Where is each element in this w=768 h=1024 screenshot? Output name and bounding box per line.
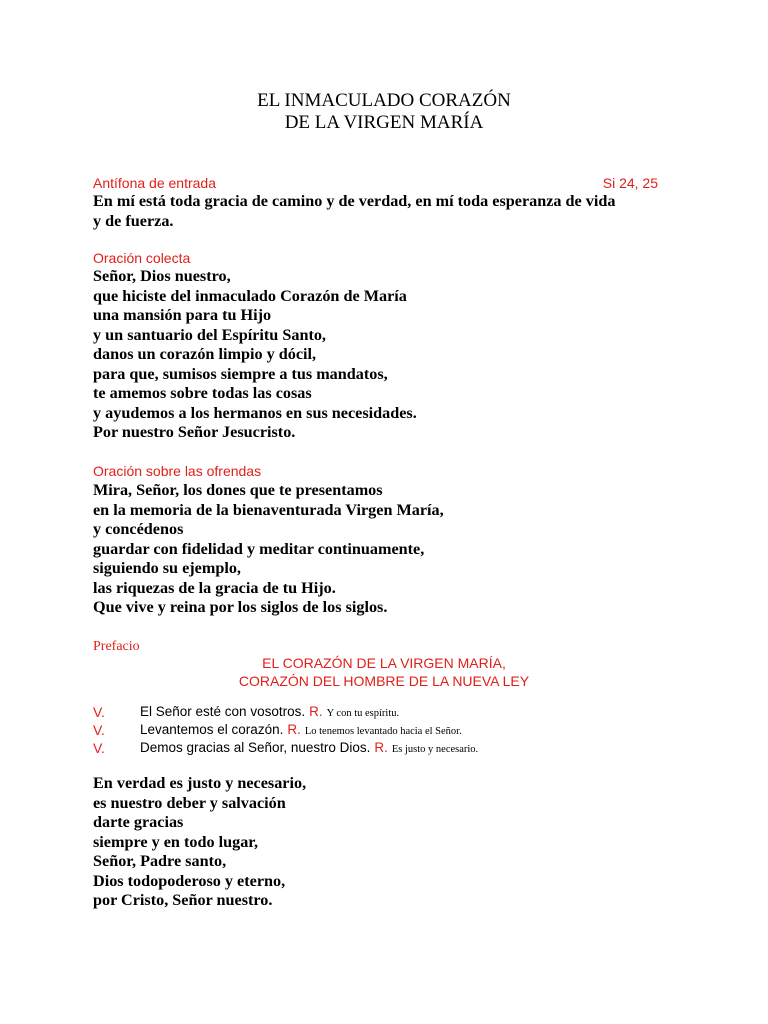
offerings-line: y concédenos (93, 520, 184, 538)
antiphon-text (93, 192, 673, 231)
offerings-line: Mira, Señor, los dones que te presentamos (93, 481, 383, 499)
preface-label: Prefacio (93, 639, 140, 654)
collect-line: para que, sumisos siempre a tus mandatos, (93, 364, 388, 383)
versicle-mark: V. (93, 740, 105, 756)
collect-line: Señor, Dios nuestro, (93, 267, 231, 285)
versicle-mark: V. (93, 722, 105, 738)
offerings-line: Que vive y reina por los siglos de los siglos. (93, 598, 388, 616)
antiphon-reference: Si 24, 25 (602, 175, 658, 191)
document-title (0, 90, 768, 134)
preface-line: Señor, Padre santo, (93, 852, 227, 870)
response-text: Es justo y necesario. (391, 744, 479, 755)
dialog-row (93, 722, 693, 740)
dialog-line (140, 722, 462, 737)
dialog-line (140, 740, 478, 755)
response-mark: R. (374, 740, 388, 755)
preface-line: En verdad es justo y necesario, (93, 774, 307, 792)
collect-line: danos un corazón limpio y dócil, (93, 345, 317, 363)
preface-dialog (93, 704, 693, 758)
antiphon-label: Antífona de entrada (93, 175, 216, 191)
offerings-label: Oración sobre las ofrendas (93, 463, 262, 479)
title-line-2: DE LA VIRGEN MARÍA (284, 112, 484, 133)
offerings-text (93, 481, 673, 618)
offerings-line: guardar con fidelidad y meditar continuamente, (93, 539, 425, 558)
preface-line: por Cristo, Señor nuestro. (93, 891, 273, 909)
collect-text (93, 267, 673, 443)
preface-title-line-2: CORAZÓN DEL HOMBRE DE LA NUEVA LEY (238, 673, 530, 689)
dialog-row (93, 740, 693, 758)
preface-text (93, 774, 673, 911)
response-text: Lo tenemos levantado hacia el Señor. (304, 726, 462, 737)
title-line-1: EL INMACULADO CORAZÓN (257, 90, 511, 111)
antiphon-line: y de fuerza. (93, 211, 174, 230)
preface-line: siempre y en todo lugar, (93, 832, 259, 851)
preface-line: Dios todopoderoso y eterno, (93, 871, 286, 890)
offerings-line: en la memoria de la bienaventurada Virgen María, (93, 500, 444, 519)
response-text: Y con tu espíritu. (326, 708, 400, 719)
collect-line: y ayudemos a los hermanos en sus necesidades. (93, 403, 417, 422)
antiphon-line: En mí está toda gracia de camino y de verdad, en mí toda esperanza de vida (93, 192, 616, 210)
preface-title-line-1: EL CORAZÓN DE LA VIRGEN MARÍA, (262, 655, 506, 671)
collect-line: una mansión para tu Hijo (93, 306, 272, 324)
response-mark: R. (287, 722, 301, 737)
preface-line: es nuestro deber y salvación (93, 793, 286, 812)
versicle-text: Levantemos el corazón. (140, 722, 284, 737)
response-mark: R. (309, 704, 323, 719)
versicle-text: Demos gracias al Señor, nuestro Dios. (140, 740, 371, 755)
offerings-line: siguiendo su ejemplo, (93, 559, 241, 577)
preface-line: darte gracias (93, 813, 184, 831)
collect-line: te amemos sobre todas las cosas (93, 384, 312, 402)
preface-title (0, 654, 768, 690)
dialog-row (93, 704, 693, 722)
collect-line: Por nuestro Señor Jesucristo. (93, 423, 296, 441)
versicle-mark: V. (93, 704, 105, 720)
offerings-line: las riquezas de la gracia de tu Hijo. (93, 578, 336, 597)
collect-label: Oración colecta (93, 250, 191, 266)
collect-line: que hiciste del inmaculado Corazón de María (93, 286, 407, 305)
dialog-line (140, 704, 399, 719)
collect-line: y un santuario del Espíritu Santo, (93, 325, 326, 344)
versicle-text: El Señor esté con vosotros. (140, 704, 306, 719)
